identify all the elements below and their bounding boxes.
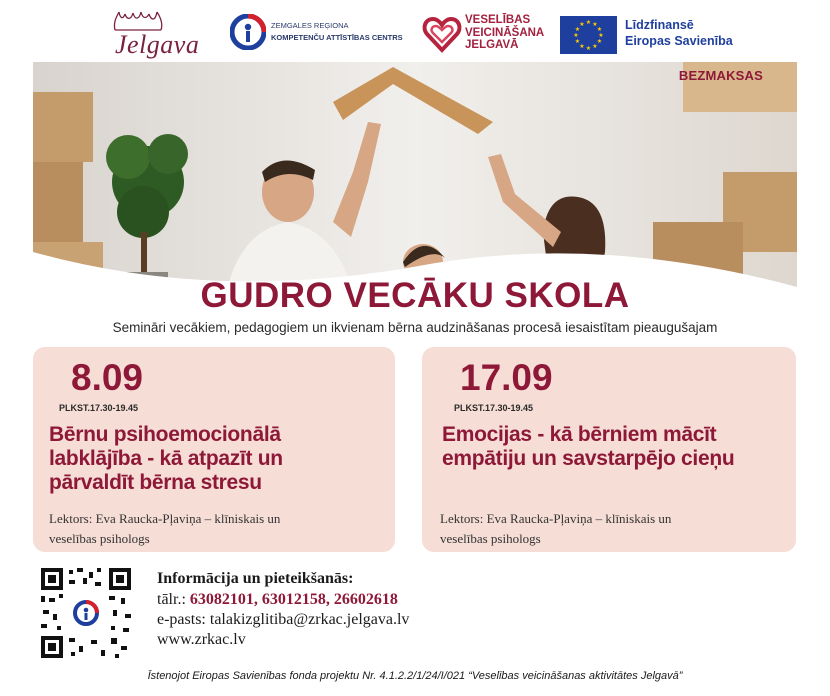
heart-icon (422, 14, 462, 54)
jelgava-logo (103, 8, 213, 58)
phone-row (157, 590, 409, 610)
eu-line-1: Līdzfinansē (625, 18, 694, 32)
jelgava-wordmark: Jelgava (115, 30, 200, 59)
session-lecturer-line-1: Lektors: Eva Raucka-Pļaviņa – klīniskais un (440, 511, 672, 526)
zrkac-line-2: KOMPETENČU ATTĪSTĪBAS CENTRS (271, 33, 403, 42)
eu-line-2: Eiropas Savienība (625, 34, 733, 48)
health-promotion-logo (420, 12, 560, 58)
session-time: PLKST.17.30-19.45 (454, 403, 534, 413)
page-subtitle: Semināri vecākiem, pedagogiem un ikvienam bērna audzināšanas procesā iesaistītam pieaugušajam (112, 320, 718, 335)
zrkac-mark-icon (230, 14, 266, 50)
hero-photo (33, 62, 797, 312)
session-topic-line-3: pārvaldīt bērna stresu (49, 471, 262, 494)
footer-note: Īstenojot Eiropas Savienības fonda projektu Nr. 4.1.2.2/1/24/I/021 “Veselības veicināšanas aktivitātes Jelgavā” (147, 670, 683, 682)
svg-text:★: ★ (585, 19, 592, 26)
eu-stars-icon (560, 16, 617, 54)
session-topic-line-2: labklājība - kā atpazīt un (49, 447, 283, 470)
session-date: 8.09 (71, 357, 144, 398)
phone-numbers[interactable]: 63082101, 63012158, 26602618 (189, 591, 398, 608)
email-row (157, 610, 409, 630)
session-topic (49, 423, 389, 495)
email-label: e-pasts: (157, 611, 206, 628)
vv-line-3: JELGAVĀ (465, 39, 519, 51)
qr-code-icon[interactable] (39, 566, 133, 660)
svg-text:★: ★ (574, 26, 581, 33)
svg-text:★: ★ (573, 32, 579, 39)
svg-text:★: ★ (579, 43, 585, 50)
free-badge: BEZMAKSAS (678, 68, 763, 83)
session-lecturer-line-1: Lektors: Eva Raucka-Pļaviņa – klīniskais un (49, 511, 281, 526)
health-promotion-text (465, 14, 544, 52)
session-topic-line-1: Bērnu psihoemocionālā (49, 423, 281, 446)
session-topic-line-1: Emocijas - kā bērniem mācīt (442, 423, 717, 446)
svg-text:★: ★ (596, 38, 603, 45)
phone-label: tālr.: (157, 591, 186, 608)
contact-heading: Informācija un pieteikšanās: (157, 570, 354, 587)
session-time: PLKST.17.30-19.45 (59, 403, 139, 413)
family-illustration (33, 62, 797, 312)
svg-text:★: ★ (585, 45, 592, 52)
email-link[interactable]: talakizglitiba@zrkac.jelgava.lv (209, 611, 410, 628)
logo-bar (0, 0, 830, 62)
svg-text:★: ★ (598, 32, 604, 39)
session-topic (442, 423, 782, 471)
session-lecturer (49, 509, 369, 549)
session-lecturer-line-2: veselības psihologs (440, 531, 541, 546)
vv-line-2: VEICINĀŠANA (465, 26, 545, 39)
session-card-2 (422, 347, 796, 552)
svg-text:★: ★ (592, 43, 598, 50)
svg-text:★: ★ (592, 21, 598, 28)
session-date: 17.09 (460, 357, 553, 398)
eu-flag-icon (560, 16, 617, 54)
zrkac-line-1: ZEMGALES REĢIONA (271, 21, 349, 30)
svg-text:★: ★ (574, 38, 581, 45)
session-lecturer-line-2: veselības psihologs (49, 531, 150, 546)
zrkac-logo (230, 14, 410, 54)
website-link[interactable]: www.zrkac.lv (157, 631, 246, 648)
vv-line-1: VESELĪBAS (465, 14, 531, 26)
svg-text:★: ★ (579, 21, 585, 28)
session-topic-line-2: empātiju un savstarpējo cieņu (442, 447, 735, 470)
contact-info (157, 568, 409, 650)
svg-text:★: ★ (596, 26, 603, 33)
session-lecturer (440, 509, 760, 549)
page-title: GUDRO VECĀKU SKOLA (200, 276, 630, 315)
eu-cofinanced-text (625, 17, 733, 49)
session-card-1 (33, 347, 395, 552)
